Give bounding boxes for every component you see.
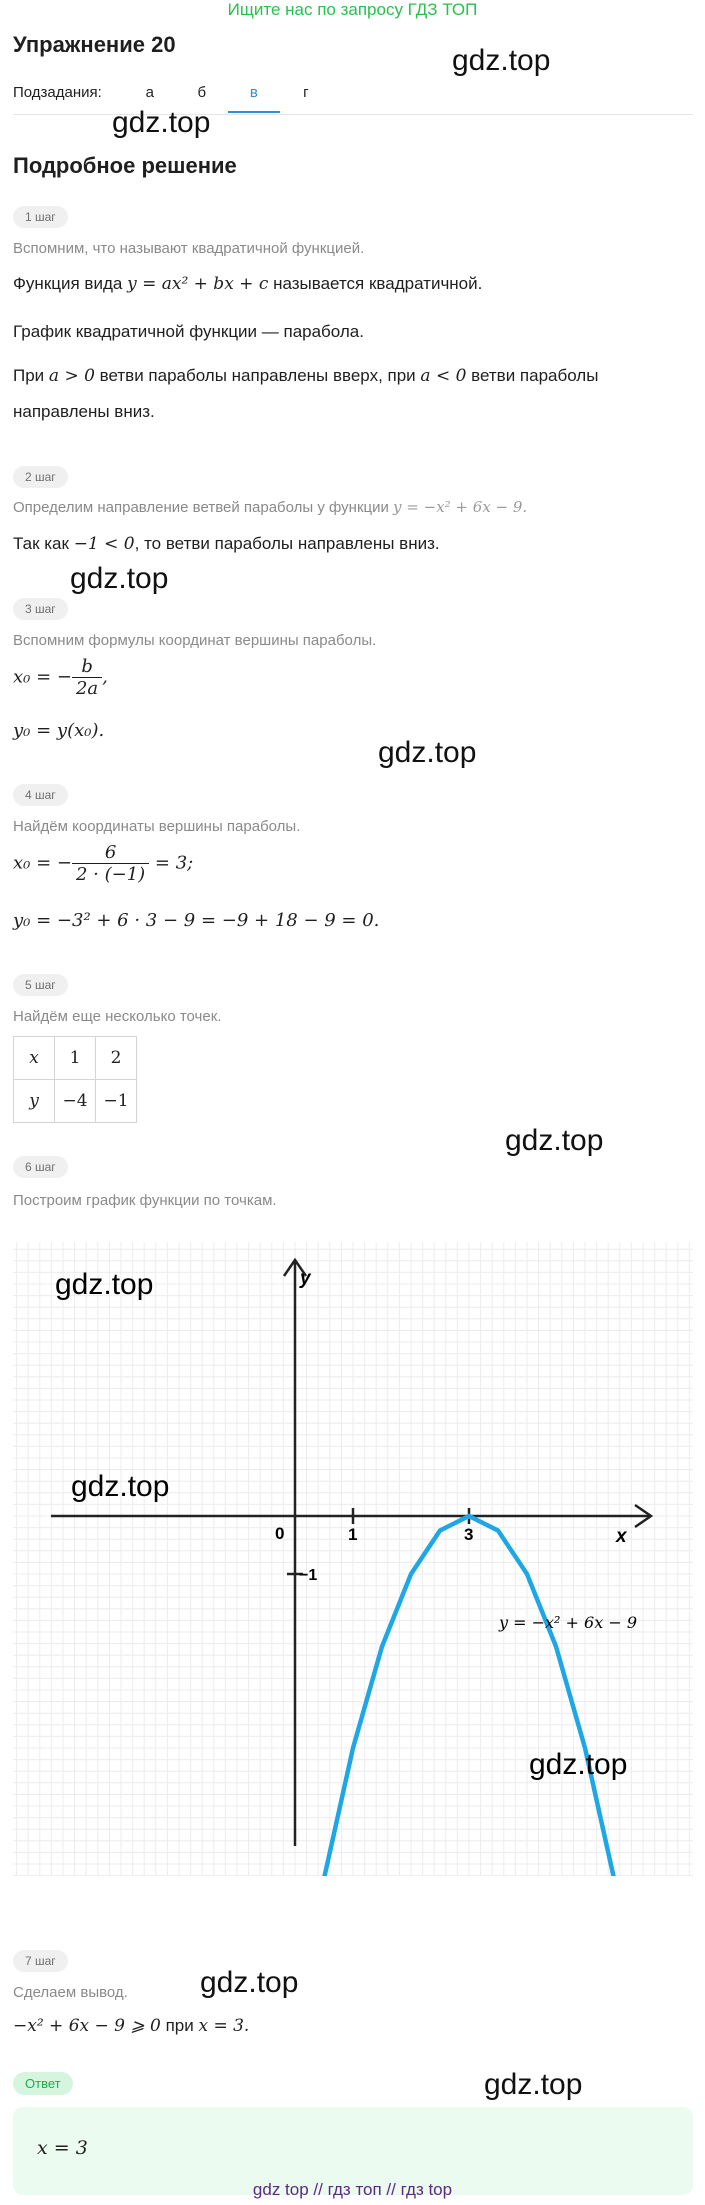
footer-links[interactable]: gdz top // гдз топ // гдз top [252, 2180, 453, 2199]
table-cell: y [14, 1080, 55, 1123]
formula-y0: y₀ = y(x₀). [13, 720, 105, 741]
text-fragment: Функция вида [13, 274, 123, 293]
fraction-num: b [72, 656, 102, 678]
table-cell: 1 [55, 1037, 96, 1080]
watermark: gdz.top [112, 106, 211, 139]
text-fragment: Определим направление ветвей параболы у функции [13, 499, 389, 516]
step-line [13, 534, 440, 554]
origin-label: 0 [275, 1524, 285, 1543]
step-badge: 2 шаг [13, 466, 68, 488]
step-hint: Найдём координаты вершины параболы. [13, 818, 301, 835]
step-badge: 4 шаг [13, 784, 68, 806]
answer-badge: Ответ [13, 2072, 73, 2095]
watermark: gdz.top [71, 1470, 170, 1503]
table-cell: x [14, 1037, 55, 1080]
watermark: gdz.top [529, 1748, 628, 1781]
formula-a-positive: a > 0 [48, 366, 95, 386]
formula-a-negative: a < 0 [420, 366, 467, 386]
search-banner[interactable]: Ищите нас по запросу ГДЗ ТОП [227, 0, 478, 19]
step-hint: Вспомним, что называют квадратичной функцией. [13, 240, 365, 257]
formula-part: x₀ = − [13, 852, 72, 874]
watermark: gdz.top [378, 736, 477, 769]
fraction-den: 2a [75, 678, 99, 699]
watermark: gdz.top [200, 1966, 299, 1999]
solution-title: Подробное решение [13, 153, 237, 178]
answer-value: x = 3 [37, 2137, 88, 2159]
formula-x0 [13, 656, 108, 699]
watermark: gdz.top [505, 1124, 604, 1157]
watermark: gdz.top [452, 44, 551, 77]
fraction [72, 842, 149, 885]
formula-inequality: −x² + 6x − 9 ⩾ 0 [13, 2016, 161, 2036]
formula-quadratic: y = ax² + bx + c [127, 274, 269, 294]
tab-g[interactable]: г [303, 84, 309, 101]
x-axis-label: x [616, 1526, 627, 1547]
x-tick-label: 3 [464, 1525, 474, 1544]
watermark: gdz.top [70, 562, 169, 595]
text-fragment: при [165, 2016, 194, 2035]
formula-x0-calc [13, 842, 193, 885]
step-line: направлены вниз. [13, 402, 155, 421]
text-fragment: При [13, 366, 45, 385]
step-line: График квадратичной функции — парабола. [13, 322, 364, 341]
table-cell: 2 [96, 1037, 137, 1080]
tab-v[interactable]: в [228, 84, 280, 113]
step-hint: Построим график функции по точкам. [13, 1192, 277, 1209]
table-row [14, 1080, 137, 1123]
fraction-den: 2 · (−1) [75, 864, 146, 885]
step-line [13, 2016, 249, 2036]
values-table [13, 1036, 137, 1123]
watermark: gdz.top [55, 1268, 154, 1301]
fraction-num: 6 [72, 842, 149, 864]
step-hint [13, 498, 527, 516]
subtasks-label: Подзадания: [13, 84, 102, 101]
step-hint: Вспомним формулы координат вершины параболы. [13, 632, 377, 649]
step-line [13, 274, 482, 294]
step-hint: Найдём еще несколько точек. [13, 1008, 222, 1025]
formula-y0-calc: y₀ = −3² + 6 · 3 − 9 = −9 + 18 − 9 = 0. [13, 910, 380, 931]
formula-part: x₀ = − [13, 666, 72, 688]
step-line [13, 366, 598, 386]
parabola-graph [13, 1242, 693, 1876]
formula-function: y = −x² + 6x − 9. [393, 498, 528, 516]
table-row [14, 1037, 137, 1080]
table-cell: −1 [96, 1080, 137, 1123]
text-fragment: ветви параболы [471, 366, 599, 385]
text-fragment: , то ветви параболы направлены вниз. [134, 534, 440, 553]
formula-neg-check: −1 < 0 [73, 534, 135, 554]
watermark: gdz.top [484, 2068, 583, 2101]
table-cell: −4 [55, 1080, 96, 1123]
y-axis-label: y [300, 1268, 311, 1289]
step-badge: 7 шаг [13, 1950, 68, 1972]
text-fragment: Так как [13, 534, 69, 553]
text-fragment: ветви параболы направлены вверх, при [99, 366, 416, 385]
formula-x-value: x = 3. [198, 2016, 250, 2036]
tab-a[interactable]: а [145, 84, 154, 101]
fraction [72, 656, 102, 699]
page-title: Упражнение 20 [13, 32, 176, 57]
step-badge: 1 шаг [13, 206, 68, 228]
step-badge: 5 шаг [13, 974, 68, 996]
step-badge: 3 шаг [13, 598, 68, 620]
formula-part: = 3; [154, 852, 194, 874]
step-badge: 6 шаг [13, 1156, 68, 1178]
step-hint: Сделаем вывод. [13, 1984, 128, 2001]
tab-b[interactable]: б [197, 84, 207, 101]
text-fragment: называется квадратичной. [273, 274, 483, 293]
y-tick-label: −1 [299, 1567, 318, 1584]
formula-part: , [102, 666, 108, 688]
x-tick-label: 1 [348, 1525, 358, 1544]
function-label: y = −x² + 6x − 9 [499, 1613, 637, 1632]
